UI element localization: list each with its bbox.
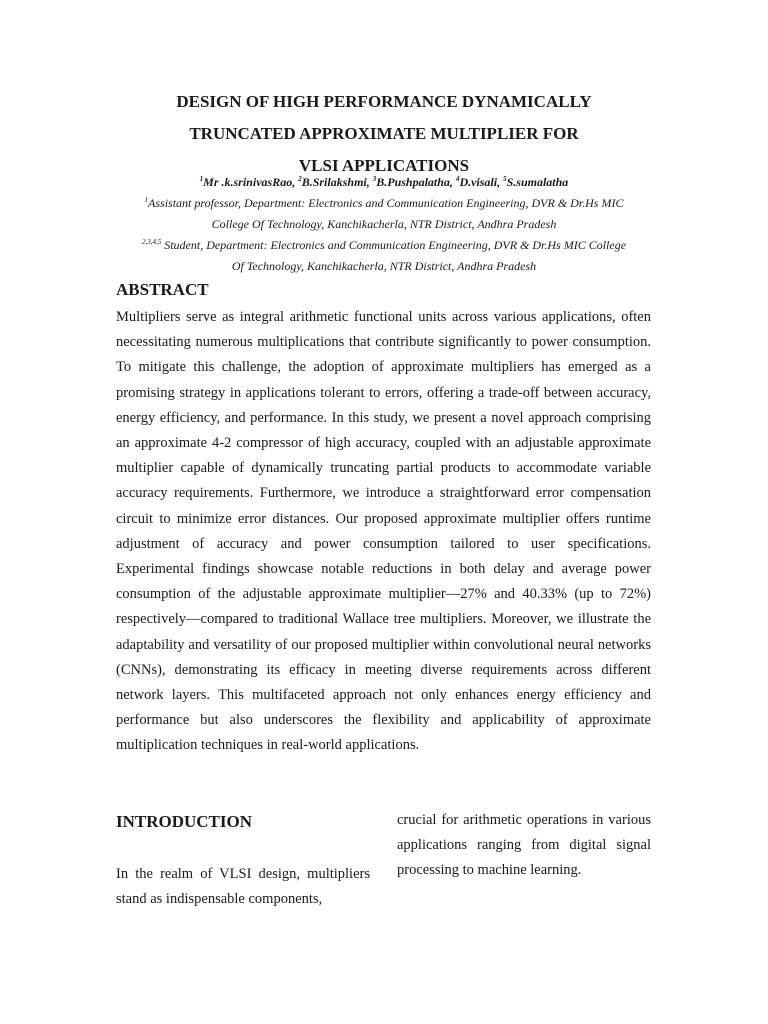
author: $^3$B.Pushpalatha, — [372, 175, 456, 189]
author: $^5$S.sumalatha — [503, 175, 569, 189]
abstract-heading: ABSTRACT — [116, 280, 209, 299]
title-line: VLSI APPLICATIONS — [298, 156, 470, 175]
affiliation-students: $^{2,3,4,5}$ Student, Department: Electronics and Communication Engineering, DVR & Dr.Hs MIC College Of Technology, Kanchikacherla, NTR District, Andhra Pradesh — [141, 238, 627, 273]
abstract-text: Multipliers serve as integral arithmetic functional units across various applications, often necessitating numerous multiplications that contribute significantly to power consumption. To mitigate this challenge, the adoption of approximate multipliers has emerged as a promising strategy in applications tolerant to errors, offering a trade-off between accuracy, energy efficiency, and performance. In this study, we present a novel approach comprising an approximate 4-2 compressor of high accuracy, coupled with an adjustable approximate multiplier capable of dynamically truncating partial products to accommodate variable accuracy requirements. Furthermore, we introduce a straightforward error compensation circuit to minimize error distances. Our proposed approximate multiplier offers runtime adjustment of accuracy and power consumption tailored to user specifications. Experimental findings showcase notable reductions in both delay and average power consumption of the adjustable approximate multiplier—27% and 40.33% (up to 72%) respectively—compared to traditional Wallace tree multipliers. Moreover, we illustrate the adaptability and versatility of our proposed multiplier within convolutional neural networks (CNNs), demonstrating its efficacy in meeting diverse requirements across different network layers. This multifaceted approach not only enhances energy efficiency and performance but also underscores the flexibility and applicability of approximate multiplication techniques in real-world applications. — [116, 309, 651, 754]
paper-title — [80, 86, 688, 182]
intro-paragraph-right: crucial for arithmetic operations in various applications ranging from digital signal processing to machine learning. — [397, 812, 651, 879]
introduction-heading: INTRODUCTION — [116, 812, 253, 831]
author: $^1$Mr .k.srinivasRao, — [199, 175, 299, 189]
author: $^2$B.Srilakshmi, — [298, 175, 373, 189]
title-line: DESIGN OF HIGH PERFORMANCE DYNAMICALLY — [176, 92, 592, 111]
author: $^4$D.visali, — [455, 175, 504, 189]
author-list — [80, 173, 688, 191]
intro-left-column — [116, 810, 370, 912]
affiliation-professor: $^1$Assistant professor, Department: Electronics and Communication Engineering, DVR & Dr.Hs MIC College Of Technology, Kanchikacherla, NTR District, Andhra Pradesh — [144, 196, 624, 231]
title-line: TRUNCATED APPROXIMATE MULTIPLIER FOR — [189, 124, 579, 143]
intro-paragraph-left: In the realm of VLSI design, multipliers stand as indispensable components, — [116, 866, 370, 908]
intro-right-column — [397, 808, 651, 884]
